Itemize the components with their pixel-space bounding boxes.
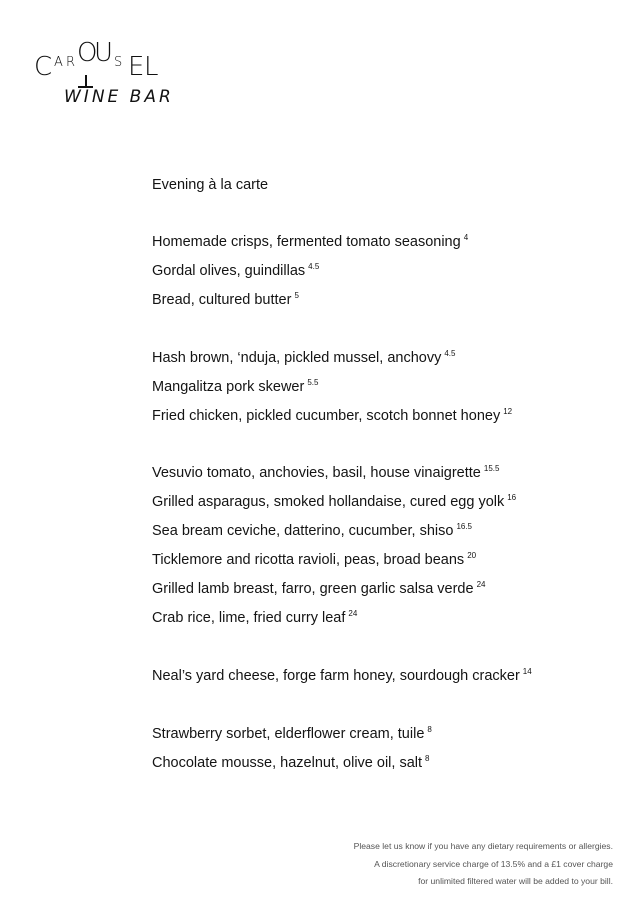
- item-price: 16.5: [456, 522, 473, 531]
- menu-item: [152, 291, 299, 308]
- item-name: Gordal olives, guindillas: [152, 263, 306, 279]
- menu-item: [152, 262, 319, 279]
- item-name: Ticklemore and ricotta ravioli, peas, broad beans: [152, 552, 465, 568]
- item-name: Bread, cultured butter: [152, 292, 292, 308]
- menu-item: [152, 667, 532, 684]
- item-price: 12: [503, 407, 513, 416]
- item-name: Grilled lamb breast, farro, green garlic salsa verde: [152, 581, 474, 597]
- item-price: 8: [427, 725, 432, 734]
- menu-item: [152, 378, 318, 395]
- item-name: Strawberry sorbet, elderflower cream, tuile: [152, 726, 425, 742]
- item-price: 15.5: [483, 464, 500, 473]
- logo-subtitle: WINE BAR: [64, 87, 174, 107]
- item-name: Homemade crisps, fermented tomato seasoning: [152, 234, 461, 250]
- item-name: Chocolate mousse, hazelnut, olive oil, salt: [152, 755, 423, 771]
- item-name: Mangalitza pork skewer: [152, 379, 305, 395]
- item-price: 16: [507, 493, 517, 502]
- logo-letter-c: C: [34, 52, 53, 82]
- menu-item: [152, 551, 476, 568]
- menu-item: [152, 754, 429, 771]
- logo-letter-l: L: [144, 52, 159, 82]
- item-price: 4.5: [308, 262, 320, 271]
- menu-item: [152, 580, 485, 597]
- footer-line: for unlimited filtered water will be added to your bill.: [418, 876, 613, 886]
- item-price: 24: [348, 609, 358, 618]
- menu-item: [152, 464, 499, 481]
- item-name: Neal’s yard cheese, forge farm honey, sourdough cracker: [152, 668, 520, 684]
- item-name: Fried chicken, pickled cucumber, scotch bonnet honey: [152, 408, 501, 424]
- item-price: 20: [467, 551, 477, 560]
- menu-item: [152, 609, 357, 626]
- logo-letter-e: E: [128, 52, 145, 82]
- menu-item: [152, 233, 468, 250]
- footer-note: [354, 838, 613, 891]
- item-price: 4: [463, 233, 469, 242]
- logo-letter-s: S: [114, 55, 123, 70]
- footer-line: A discretionary service charge of 13.5% and a £1 cover charge: [374, 858, 613, 869]
- item-price: 5: [294, 291, 299, 300]
- logo-letter-u: U: [94, 38, 114, 68]
- item-price: 8: [425, 754, 430, 763]
- item-name: Grilled asparagus, smoked hollandaise, cured egg yolk: [152, 494, 505, 510]
- logo-letter-o: O: [77, 38, 98, 68]
- menu-item: [152, 493, 516, 510]
- menu-item: [152, 725, 432, 742]
- logo-letter-r: R: [66, 55, 76, 70]
- item-price: 24: [476, 580, 486, 589]
- menu-item: [152, 407, 512, 424]
- item-price: 14: [522, 667, 532, 676]
- item-name: Hash brown, ‘nduja, pickled mussel, anchovy: [152, 350, 442, 366]
- menu-title: Evening à la carte: [152, 177, 269, 193]
- footer-line: Please let us know if you have any dietary requirements or allergies.: [353, 841, 613, 851]
- menu-item: [152, 349, 455, 366]
- menu-item: [152, 522, 472, 539]
- logo-letter-a: A: [54, 55, 63, 70]
- logo: [34, 38, 174, 114]
- item-name: Sea bream ceviche, datterino, cucumber, shiso: [152, 523, 454, 539]
- item-name: Vesuvio tomato, anchovies, basil, house vinaigrette: [152, 465, 481, 481]
- item-price: 4.5: [444, 349, 456, 358]
- item-price: 5.5: [307, 378, 319, 387]
- item-name: Crab rice, lime, fried curry leaf: [152, 610, 346, 626]
